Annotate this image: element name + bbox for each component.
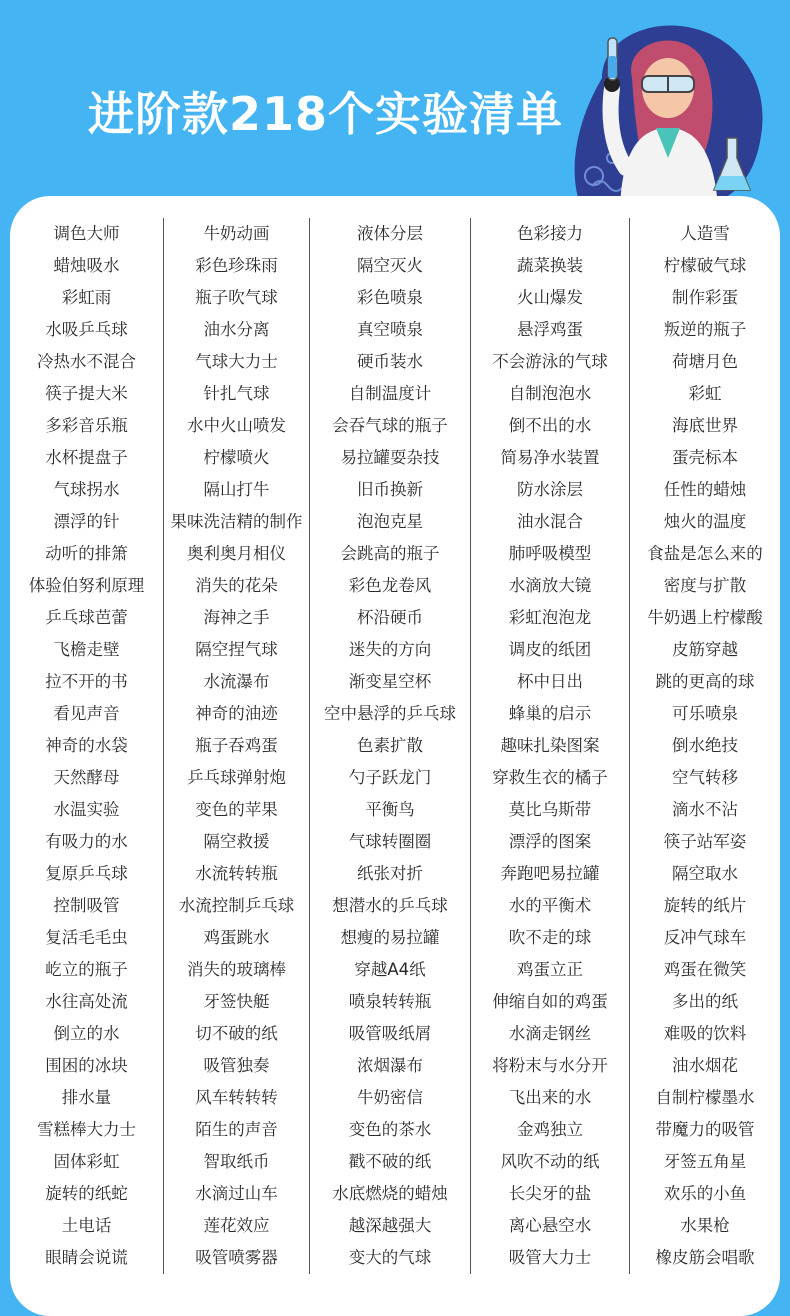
experiment-item: 漂浮的针 <box>53 512 120 531</box>
experiment-item: 土电话 <box>61 1216 112 1235</box>
experiment-item: 牙签五角星 <box>663 1152 747 1171</box>
experiment-item: 烛火的温度 <box>663 512 747 531</box>
experiment-list-card <box>10 196 780 1316</box>
experiment-item: 杯沿硬币 <box>357 608 423 627</box>
experiment-item: 旋转的纸蛇 <box>45 1184 128 1203</box>
experiment-item: 悬浮鸡蛋 <box>517 320 583 339</box>
experiment-item: 跳的更高的球 <box>655 672 755 691</box>
experiment-item: 色素扩散 <box>357 736 423 755</box>
experiment-item: 蜡烛吸水 <box>53 256 120 275</box>
experiment-item: 穿救生衣的橘子 <box>492 768 608 787</box>
experiment-item: 水往高处流 <box>45 992 128 1011</box>
experiment-item: 水滴走钢丝 <box>508 1024 592 1043</box>
experiment-item: 牛奶动画 <box>203 224 270 243</box>
experiment-item: 屹立的瓶子 <box>45 960 128 979</box>
experiment-item: 蔬菜换装 <box>517 256 583 275</box>
experiment-item: 滴水不沾 <box>672 800 738 819</box>
experiment-item: 油水分离 <box>203 320 270 339</box>
experiment-item: 趣味扎染图案 <box>500 736 600 755</box>
experiment-item: 变大的气球 <box>348 1248 432 1267</box>
experiment-item: 油水混合 <box>517 512 583 531</box>
experiment-item: 彩虹雨 <box>61 288 112 307</box>
experiment-item: 旧币换新 <box>357 480 423 499</box>
experiment-item: 纸张对折 <box>357 864 423 883</box>
experiment-item: 针扎气球 <box>203 384 270 403</box>
experiment-item: 有吸力的水 <box>45 832 128 851</box>
experiment-item: 气球转圈圈 <box>348 832 432 851</box>
experiment-item: 调皮的纸团 <box>508 640 592 659</box>
experiment-item: 隔空灭火 <box>357 256 423 275</box>
column-3 <box>310 218 471 1274</box>
experiment-item: 防水涂层 <box>517 480 583 499</box>
experiment-item: 控制吸管 <box>53 896 120 915</box>
experiment-item: 欢乐的小鱼 <box>663 1184 747 1203</box>
experiment-item: 水中火山喷发 <box>187 416 286 435</box>
experiment-item: 鸡蛋立正 <box>517 960 583 979</box>
experiment-item: 消失的玻璃棒 <box>187 960 286 979</box>
experiment-item: 水的平衡术 <box>508 896 592 915</box>
experiment-item: 漂浮的图案 <box>508 832 592 851</box>
experiment-item: 陌生的声音 <box>195 1120 278 1139</box>
experiment-item: 空中悬浮的乒乓球 <box>324 704 456 723</box>
experiment-item: 彩色喷泉 <box>357 288 423 307</box>
experiment-item: 奥利奥月相仪 <box>187 544 286 563</box>
experiment-item: 吸管大力士 <box>508 1248 592 1267</box>
experiment-item: 自制温度计 <box>348 384 432 403</box>
experiment-item: 泡泡克星 <box>357 512 423 531</box>
experiment-item: 消失的花朵 <box>195 576 278 595</box>
experiment-item: 带魔力的吸管 <box>655 1120 755 1139</box>
experiment-item: 吸管喷雾器 <box>195 1248 278 1267</box>
experiment-item: 勺子跃龙门 <box>348 768 432 787</box>
experiment-item: 乒乓球弹射炮 <box>187 768 286 787</box>
experiment-item: 筷子站军姿 <box>663 832 747 851</box>
scientist-illustration <box>562 18 770 208</box>
experiment-item: 杯中日出 <box>517 672 583 691</box>
experiment-item: 彩虹泡泡龙 <box>508 608 592 627</box>
experiment-item: 排水量 <box>61 1088 112 1107</box>
experiment-item: 橡皮筋会唱歌 <box>655 1248 755 1267</box>
experiment-item: 鸡蛋在微笑 <box>663 960 747 979</box>
experiment-item: 体验伯努利原理 <box>28 576 145 595</box>
experiment-item: 想潜水的乒乓球 <box>332 896 448 915</box>
experiment-item: 风车转转转 <box>195 1088 278 1107</box>
experiment-item: 莫比乌斯带 <box>508 800 592 819</box>
experiment-item: 密度与扩散 <box>663 576 747 595</box>
experiment-item: 水果枪 <box>680 1216 730 1235</box>
experiment-item: 会跳高的瓶子 <box>340 544 440 563</box>
experiment-item: 隔空捏气球 <box>195 640 278 659</box>
experiment-item: 皮筋穿越 <box>672 640 738 659</box>
experiment-item: 动听的排箫 <box>45 544 128 563</box>
experiment-item: 雪糕棒大力士 <box>37 1120 136 1139</box>
experiment-item: 彩色龙卷风 <box>348 576 432 595</box>
experiment-item: 越深越强大 <box>348 1216 432 1235</box>
scientist-icon <box>562 18 770 208</box>
experiment-item: 迷失的方向 <box>348 640 432 659</box>
experiment-item: 看见声音 <box>53 704 120 723</box>
experiment-item: 冷热水不混合 <box>37 352 136 371</box>
experiment-item: 水滴过山车 <box>195 1184 278 1203</box>
experiment-item: 水流转转瓶 <box>195 864 278 883</box>
experiment-item: 天然酵母 <box>53 768 120 787</box>
experiment-item: 难吸的饮料 <box>663 1024 747 1043</box>
experiment-item: 瓶子吞鸡蛋 <box>195 736 278 755</box>
experiment-item: 切不破的纸 <box>195 1024 278 1043</box>
experiment-item: 肺呼吸模型 <box>508 544 592 563</box>
experiment-item: 想瘦的易拉罐 <box>340 928 440 947</box>
experiment-item: 水吸乒乓球 <box>45 320 128 339</box>
experiment-item: 水滴放大镜 <box>508 576 592 595</box>
experiment-item: 叛逆的瓶子 <box>663 320 747 339</box>
experiment-item: 多彩音乐瓶 <box>45 416 128 435</box>
experiment-item: 牙签快艇 <box>203 992 270 1011</box>
experiment-item: 水流控制乒乓球 <box>178 896 295 915</box>
experiment-item: 金鸡独立 <box>517 1120 583 1139</box>
experiment-item: 变色的茶水 <box>348 1120 432 1139</box>
experiment-item: 复原乒乓球 <box>45 864 128 883</box>
experiment-item: 喷泉转转瓶 <box>348 992 432 1011</box>
experiment-item: 隔山打牛 <box>203 480 270 499</box>
experiment-item: 隔空取水 <box>672 864 738 883</box>
experiment-item: 鸡蛋跳水 <box>203 928 270 947</box>
experiment-item: 调色大师 <box>53 224 120 243</box>
experiment-item: 复活毛毛虫 <box>45 928 128 947</box>
experiment-item: 反冲气球车 <box>663 928 747 947</box>
experiment-item: 可乐喷泉 <box>672 704 738 723</box>
experiment-item: 水流瀑布 <box>203 672 270 691</box>
experiment-item: 渐变星空杯 <box>348 672 432 691</box>
experiment-item: 倒水绝技 <box>672 736 738 755</box>
experiment-item: 飞出来的水 <box>508 1088 592 1107</box>
page-title: 进阶款218个实验清单 <box>88 87 564 141</box>
experiment-item: 神奇的水袋 <box>45 736 128 755</box>
experiment-item: 海神之手 <box>203 608 270 627</box>
experiment-item: 长尖牙的盐 <box>508 1184 592 1203</box>
experiment-item: 筷子提大米 <box>45 384 128 403</box>
experiment-item: 制作彩蛋 <box>672 288 738 307</box>
experiment-item: 任性的蜡烛 <box>663 480 747 499</box>
experiment-item: 隔空救援 <box>203 832 270 851</box>
experiment-item: 海底世界 <box>672 416 738 435</box>
experiment-item: 伸缩自如的鸡蛋 <box>492 992 608 1011</box>
experiment-item: 智取纸币 <box>203 1152 270 1171</box>
experiment-item: 围困的冰块 <box>45 1056 128 1075</box>
experiment-item: 神奇的油迹 <box>195 704 278 723</box>
experiment-item: 平衡鸟 <box>365 800 415 819</box>
experiment-item: 柠檬破气球 <box>663 256 747 275</box>
experiment-item: 浓烟瀑布 <box>357 1056 423 1075</box>
column-2 <box>164 218 310 1274</box>
experiment-item: 易拉罐耍杂技 <box>340 448 440 467</box>
experiment-item: 变色的苹果 <box>195 800 278 819</box>
experiment-item: 不会游泳的气球 <box>492 352 608 371</box>
experiment-item: 吸管吸纸屑 <box>348 1024 432 1043</box>
experiment-item: 多出的纸 <box>672 992 738 1011</box>
experiment-item: 自制泡泡水 <box>508 384 592 403</box>
experiment-item: 蜂巢的启示 <box>508 704 592 723</box>
experiment-item: 气球拐水 <box>53 480 120 499</box>
experiment-item: 牛奶密信 <box>357 1088 423 1107</box>
experiment-item: 会吞气球的瓶子 <box>332 416 448 435</box>
experiment-item: 果味洗洁精的制作 <box>170 512 303 531</box>
experiment-item: 彩色珍珠雨 <box>195 256 278 275</box>
experiment-item: 水杯提盘子 <box>45 448 128 467</box>
column-1 <box>10 218 164 1274</box>
experiment-item: 瓶子吹气球 <box>195 288 278 307</box>
experiment-item: 水温实验 <box>53 800 120 819</box>
experiment-item: 固体彩虹 <box>53 1152 120 1171</box>
experiment-item: 简易净水装置 <box>500 448 600 467</box>
experiment-item: 食盐是怎么来的 <box>647 544 763 563</box>
experiment-item: 柠檬喷火 <box>203 448 270 467</box>
experiment-item: 火山爆发 <box>517 288 583 307</box>
experiment-item: 将粉末与水分开 <box>492 1056 608 1075</box>
right-edge-strip <box>780 214 790 1263</box>
experiment-item: 吹不走的球 <box>508 928 592 947</box>
column-4 <box>471 218 630 1274</box>
experiment-grid <box>10 218 780 1274</box>
experiment-item: 人造雪 <box>680 224 730 243</box>
experiment-item: 硬币装水 <box>357 352 423 371</box>
experiment-item: 吸管独奏 <box>203 1056 270 1075</box>
experiment-item: 油水烟花 <box>672 1056 738 1075</box>
experiment-item: 奔跑吧易拉罐 <box>500 864 600 883</box>
experiment-item: 离心悬空水 <box>508 1216 592 1235</box>
experiment-item: 液体分层 <box>357 224 423 243</box>
experiment-item: 倒不出的水 <box>508 416 592 435</box>
experiment-item: 拉不开的书 <box>45 672 128 691</box>
experiment-item: 穿越A4纸 <box>354 960 426 979</box>
experiment-item: 乒乓球芭蕾 <box>45 608 128 627</box>
column-5 <box>630 218 780 1274</box>
experiment-item: 彩虹 <box>688 384 722 403</box>
experiment-item: 眼睛会说谎 <box>45 1248 128 1267</box>
experiment-item: 真空喷泉 <box>357 320 423 339</box>
experiment-item: 荷塘月色 <box>672 352 738 371</box>
experiment-item: 水底燃烧的蜡烛 <box>332 1184 448 1203</box>
experiment-item: 气球大力士 <box>195 352 278 371</box>
experiment-item: 戳不破的纸 <box>348 1152 432 1171</box>
experiment-item: 旋转的纸片 <box>663 896 747 915</box>
experiment-item: 色彩接力 <box>517 224 583 243</box>
experiment-item: 风吹不动的纸 <box>500 1152 600 1171</box>
experiment-item: 自制柠檬墨水 <box>655 1088 755 1107</box>
experiment-item: 飞檐走壁 <box>53 640 120 659</box>
experiment-item: 空气转移 <box>672 768 738 787</box>
experiment-item: 莲花效应 <box>203 1216 270 1235</box>
experiment-item: 牛奶遇上柠檬酸 <box>647 608 763 627</box>
experiment-item: 蛋壳标本 <box>672 448 738 467</box>
experiment-item: 倒立的水 <box>53 1024 120 1043</box>
